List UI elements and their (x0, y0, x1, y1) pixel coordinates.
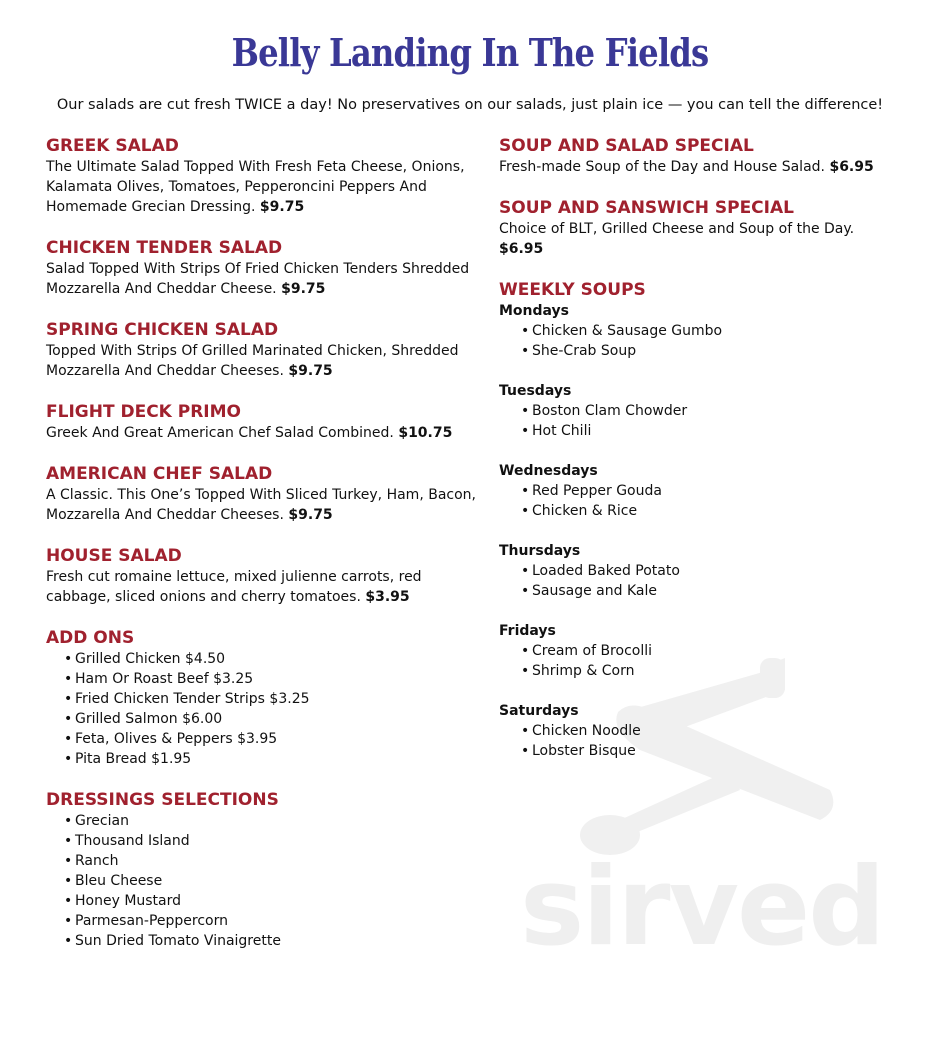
list-item: • Feta, Olives & Peppers $3.95 (64, 729, 476, 749)
description-text: Greek And Great American Chef Salad Combined. (46, 425, 394, 441)
soup-item: • Chicken & Sausage Gumbo (521, 321, 899, 341)
restaurant-title: Belly Landing In The Fields (231, 30, 709, 75)
sirved-watermark: sirved (520, 845, 884, 970)
day-label: Saturdays (499, 703, 579, 719)
right-column (499, 135, 899, 781)
list-item: • Ranch (64, 851, 476, 871)
day-label: Wednesdays (499, 463, 598, 479)
soup-item: • Sausage and Kale (521, 581, 899, 601)
description-text: A Classic. This One’s Topped With Sliced Turkey, Ham, Bacon, Mozzarella And Cheddar Cheeses. (46, 487, 476, 523)
day-label: Mondays (499, 303, 570, 319)
soup-day-fridays (499, 621, 899, 681)
soup-item: • She-Crab Soup (521, 341, 899, 361)
section-heading: GREEK SALAD (46, 136, 179, 156)
spring-chicken-salad-section (46, 319, 476, 381)
day-label: Thursdays (499, 543, 581, 559)
item-description (46, 157, 476, 217)
section-heading: DRESSINGS SELECTIONS (46, 790, 279, 810)
item-price: $9.75 (288, 507, 333, 523)
item-price: $9.75 (281, 281, 326, 297)
section-heading: FLIGHT DECK PRIMO (46, 402, 242, 422)
list-item: • Grilled Chicken $4.50 (64, 649, 476, 669)
list-item: • Ham Or Roast Beef $3.25 (64, 669, 476, 689)
item-description (46, 341, 476, 381)
soup-item: • Loaded Baked Potato (521, 561, 899, 581)
soup-and-salad-special-section (499, 135, 899, 177)
section-heading: SOUP AND SANSWICH SPECIAL (499, 198, 794, 218)
description-text: The Ultimate Salad Topped With Fresh Feta Cheese, Onions, Kalamata Olives, Tomatoes, Pepperoncini Peppers And Homemade Grecian Dressing. (46, 159, 465, 215)
list-item: • Sun Dried Tomato Vinaigrette (64, 931, 476, 951)
dressings-selections-list (46, 811, 476, 951)
soup-item: • Red Pepper Gouda (521, 481, 899, 501)
soup-day-wednesdays (499, 461, 899, 521)
soup-item: • Hot Chili (521, 421, 899, 441)
list-item: • Fried Chicken Tender Strips $3.25 (64, 689, 476, 709)
soup-item: • Boston Clam Chowder (521, 401, 899, 421)
left-column (46, 135, 476, 971)
soup-list (499, 721, 899, 761)
section-heading: SOUP AND SALAD SPECIAL (499, 136, 754, 156)
list-item: • Honey Mustard (64, 891, 476, 911)
add-ons-section (46, 627, 476, 769)
description-text: Topped With Strips Of Grilled Marinated Chicken, Shredded Mozzarella And Cheddar Cheeses. (46, 343, 459, 379)
soup-item: • Chicken Noodle (521, 721, 899, 741)
item-description (46, 567, 476, 607)
description-text: Fresh cut romaine lettuce, mixed julienne carrots, red cabbage, sliced onions and cherry tomatoes. (46, 569, 422, 605)
soup-list (499, 561, 899, 601)
list-item: • Grilled Salmon $6.00 (64, 709, 476, 729)
item-description (46, 485, 476, 525)
item-price: $3.95 (365, 589, 410, 605)
soup-item: • Lobster Bisque (521, 741, 899, 761)
section-heading: HOUSE SALAD (46, 546, 182, 566)
soup-list (499, 641, 899, 681)
day-label: Fridays (499, 623, 556, 639)
item-description (499, 219, 899, 259)
item-price: $6.95 (499, 241, 544, 257)
item-price: $9.75 (259, 199, 305, 215)
chicken-tender-salad-section (46, 237, 476, 299)
item-price: $9.75 (288, 363, 333, 379)
soup-item: • Chicken & Rice (521, 501, 899, 521)
american-chef-salad-section (46, 463, 476, 525)
greek-salad-section (46, 135, 476, 217)
item-description (499, 157, 899, 177)
description-text: Choice of BLT, Grilled Cheese and Soup of the Day. (499, 221, 855, 237)
soup-item: • Cream of Brocolli (521, 641, 899, 661)
list-item: • Pita Bread $1.95 (64, 749, 476, 769)
section-heading: AMERICAN CHEF SALAD (46, 464, 273, 484)
dressings-selections-section (46, 789, 476, 951)
section-heading: CHICKEN TENDER SALAD (46, 238, 283, 258)
item-description (46, 423, 476, 443)
soup-day-thursdays (499, 541, 899, 601)
item-price: $6.95 (829, 159, 874, 175)
section-heading: SPRING CHICKEN SALAD (46, 320, 279, 340)
description-text: Fresh-made Soup of the Day and House Salad. (499, 159, 825, 175)
soup-day-mondays (499, 301, 899, 361)
list-item: • Thousand Island (64, 831, 476, 851)
list-item: • Bleu Cheese (64, 871, 476, 891)
soup-day-saturdays (499, 701, 899, 761)
soup-and-sanswich-special-section (499, 197, 899, 259)
soup-item: • Shrimp & Corn (521, 661, 899, 681)
section-heading: WEEKLY SOUPS (499, 280, 646, 300)
item-description (46, 259, 476, 299)
tagline: Our salads are cut fresh TWICE a day! No preservatives on our salads, just plain ice — you can tell the difference! (56, 97, 884, 113)
soup-list (499, 401, 899, 441)
house-salad-section (46, 545, 476, 607)
soup-list (499, 481, 899, 521)
soup-day-tuesdays (499, 381, 899, 441)
weekly-soups-section (499, 279, 899, 761)
flight-deck-primo-section (46, 401, 476, 443)
description-text: Salad Topped With Strips Of Fried Chicken Tenders Shredded Mozzarella And Cheddar Cheese. (46, 261, 470, 297)
section-heading: ADD ONS (46, 628, 135, 648)
list-item: • Grecian (64, 811, 476, 831)
item-price: $10.75 (398, 425, 453, 441)
soup-list (499, 321, 899, 361)
list-item: • Parmesan-Peppercorn (64, 911, 476, 931)
add-ons-list (46, 649, 476, 769)
day-label: Tuesdays (499, 383, 572, 399)
